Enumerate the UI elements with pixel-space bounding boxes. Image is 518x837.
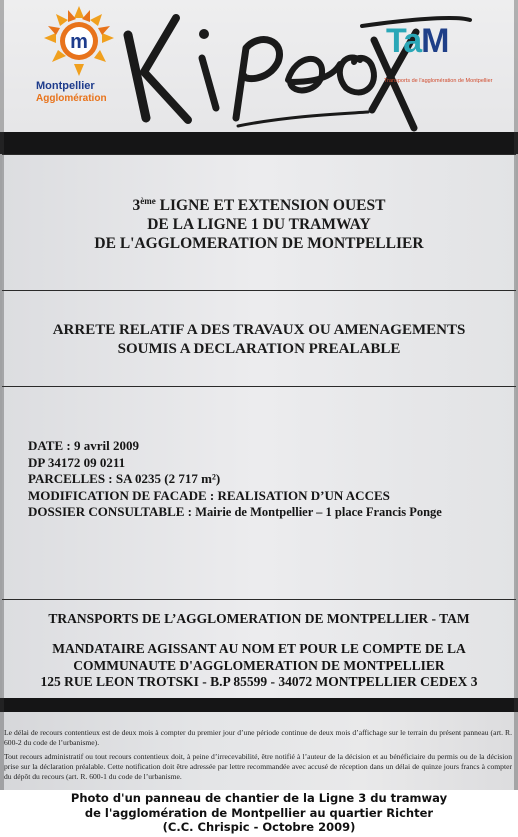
legal-notice-1: Le délai de recours contentieux est de deux mois à compter du premier jour d’une période continue de deux mois d’affichage sur le terrain du présent panneau (art. R. 600-2 du code de l’urbanisme). — [4, 728, 512, 747]
montpellier-agglomeration-logo — [36, 4, 126, 104]
tam-heading: TRANSPORTS DE L’AGGLOMERATION DE MONTPELLIER - TAM — [48, 611, 470, 626]
permit-number: DP 34172 09 0211 — [28, 454, 126, 470]
montpellier-logo-sub: Agglomération — [36, 93, 107, 104]
tam-mandate: MANDATAIRE AGISSANT AU NOM ET POUR LE COMPTE DE LA COMMUNAUTE D'AGGLOMERATION DE MONTPELLIER 125 RUE LEON TROTSKI - B.P 85599 - 34072 MONTPELLIER CEDEX 3 — [40, 641, 478, 689]
permit-parcels: PARCELLES : SA 0235 (2 717 m²) — [28, 471, 221, 486]
montpellier-mark: m — [70, 31, 88, 53]
photo-left-edge — [0, 0, 4, 790]
tam-logo — [378, 22, 508, 102]
montpellier-logo-name: Montpellier — [36, 80, 95, 92]
tam-logo-word: TaM — [386, 22, 449, 60]
sign-bottom-bar — [0, 698, 518, 712]
permit-modification: MODIFICATION DE FACADE : REALISATION D’UN ACCES — [28, 487, 390, 503]
tam-logo-tagline: Transports de l'agglomération de Montpellier — [384, 78, 493, 84]
permit-details — [28, 438, 508, 521]
photo-caption: Photo d'un panneau de chantier de la Ligne 3 du tramway de l'agglomération de Montpellier au quartier Richter (C.C. Chrispic - Octobre 2009) — [70, 791, 448, 834]
legal-notice-2: Tout recours administratif ou tout recours contentieux doit, à peine d’irrecevabilité, être notifié à l’auteur de la décision et au bénéficiaire du permis ou de la décision prise sur la déclaration préalable. Cette notification doit être adressée par lettre recommandée avec accusé de réception dans un délai de quinze jours francs à compter du dépôt du recours (art. R. 600-1 du code de l’urbanisme. — [4, 752, 512, 781]
project-title: 3ème LIGNE ET EXTENSION OUEST DE LA LIGNE 1 DU TRAMWAY DE L'AGGLOMERATION DE MONTPELLIER — [94, 196, 424, 253]
permit-dossier: DOSSIER CONSULTABLE : Mairie de Montpellier – 1 place Francis Ponge — [28, 504, 442, 519]
sign-divider-bar — [0, 132, 518, 154]
photo-right-edge — [514, 0, 518, 790]
montpellier-sun-icon — [42, 4, 116, 78]
arrete-title: ARRETE RELATIF A DES TRAVAUX OU AMENAGEMENTS SOUMIS A DECLARATION PREALABLE — [52, 322, 466, 357]
sign-header — [0, 0, 518, 132]
permit-date: DATE : 9 avril 2009 — [28, 438, 139, 453]
